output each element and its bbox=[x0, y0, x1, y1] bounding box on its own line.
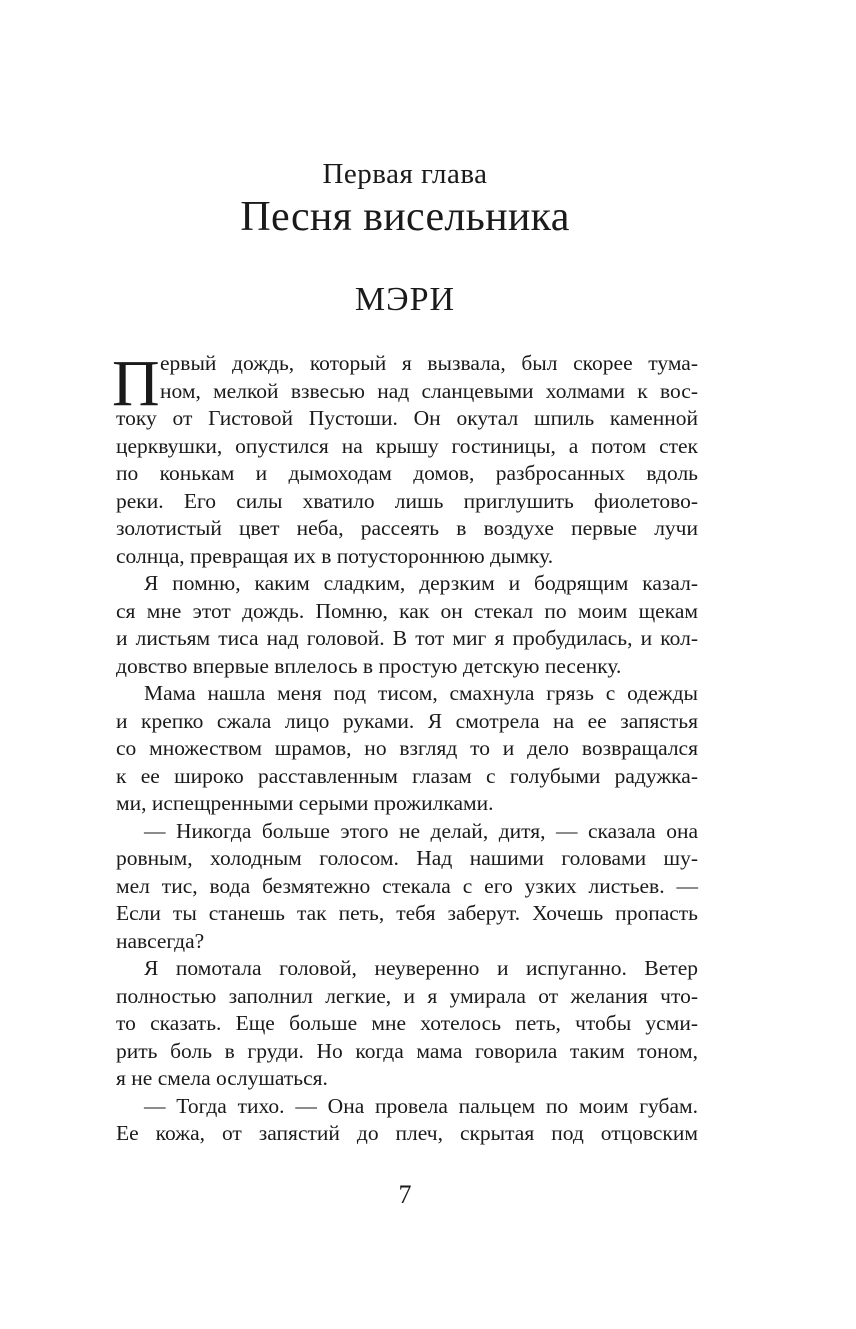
text-line: то сказать. Еще больше мне хотелось петь, чтобы усми- bbox=[116, 1011, 698, 1035]
text-line: я не смела ослушаться. bbox=[116, 1066, 328, 1090]
chapter-title: Песня висельника bbox=[240, 194, 570, 240]
section-title: МЭРИ bbox=[354, 281, 456, 318]
text-line: по конькам и дымоходам домов, разбросанных вдоль bbox=[116, 461, 698, 485]
text-line: полностью заполнил легкие, и я умирала от желания что- bbox=[116, 983, 698, 1008]
text-line: ровным, холодным голосом. Над нашими головами шу- bbox=[116, 846, 698, 870]
text-line: довство впервые вплелось в простую детскую песенку. bbox=[116, 653, 622, 678]
text-line: Если ты станешь так петь, тебя заберут. Хочешь пропасть bbox=[116, 901, 698, 925]
text-line: ся мне этот дождь. Помню, как он стекал по моим щекам bbox=[116, 598, 698, 623]
text-line: току от Гистовой Пустоши. Он окутал шпиль каменной bbox=[116, 406, 698, 430]
text-line: реки. Его силы хватило лишь приглушить фиолетово- bbox=[116, 488, 698, 513]
text-line: ном, мелкой взвесью над сланцевыми холмами к вос- bbox=[160, 378, 698, 403]
drop-cap: П bbox=[112, 347, 160, 420]
text-line: и листьям тиса над головой. В тот миг я пробудилась, и кол- bbox=[116, 626, 698, 650]
text-line: к ее широко расставленным глазам с голубыми радужка- bbox=[116, 763, 698, 788]
text-line: и крепко сжала лицо руками. Я смотрела на ее запястья bbox=[116, 708, 698, 733]
text-line: навсегда? bbox=[116, 928, 205, 953]
text-line: церквушки, опустился на крышу гостиницы, а потом стек bbox=[116, 433, 698, 458]
text-line: Мама нашла меня под тисом, смахнула грязь с одежды bbox=[144, 681, 698, 705]
text-line: Я помотала головой, неуверенно и испуганно. Ветер bbox=[144, 956, 698, 980]
text-line: рить боль в груди. Но когда мама говорила таким тоном, bbox=[116, 1038, 698, 1063]
page-number: 7 bbox=[398, 1180, 412, 1209]
text-line: Ее кожа, от запястий до плеч, скрытая под отцовским bbox=[116, 1121, 698, 1145]
text-line: со множеством шрамов, но взгляд то и дело возвращался bbox=[116, 736, 698, 760]
chapter-label: Первая глава bbox=[322, 158, 488, 190]
text-line: — Никогда больше этого не делай, дитя, — сказала она bbox=[144, 818, 698, 843]
text-line: ервый дождь, который я вызвала, был скорее тума- bbox=[160, 351, 698, 375]
text-line: ми, испещренными серыми прожилками. bbox=[116, 791, 494, 815]
text-line: мел тис, вода безмятежно стекала с его узких листьев. — bbox=[116, 873, 698, 898]
text-line: — Тогда тихо. — Она провела пальцем по моим губам. bbox=[144, 1093, 698, 1118]
text-line: Я помню, каким сладким, дерзким и бодрящим казал- bbox=[144, 571, 698, 595]
text-line: золотистый цвет неба, рассеять в воздухе первые лучи bbox=[116, 516, 698, 540]
body-text bbox=[112, 347, 698, 1148]
text-line: солнца, превращая их в потустороннюю дымку. bbox=[116, 543, 554, 568]
